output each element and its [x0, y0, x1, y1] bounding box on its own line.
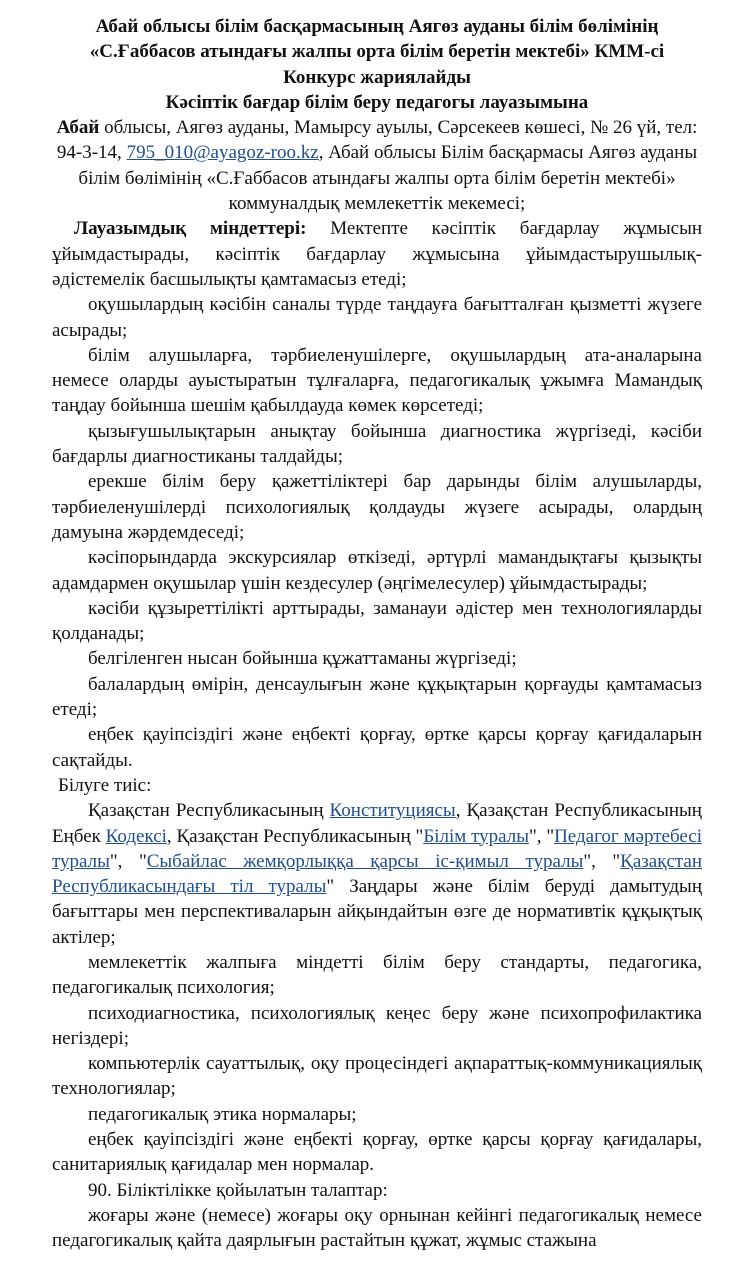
header-announcement: Конкурс жариялайды [283, 66, 471, 88]
duty-item: кәсіпорындарда экскурсиялар өткізеді, әртүрлі мамандықтағы қызықты адамдармен оқушылар үшін кездесулер (әңгімелесулер) ұйымдастырады; [52, 547, 702, 594]
duties-intro-text: Мектепте кәсіптік бағдарлау жұмысын ұйымдастырады, кәсіптік бағдарлау жұмысына ұйымдастырушылық-әдістемелік басшылықты қамтамасыз етеді; [52, 218, 703, 290]
laws-text: ", " [583, 850, 621, 872]
duty-item: білім алушыларға, тәрбиеленушілерге, оқушылардың ата-аналарына немесе оларды ауыстыратын тұлғаларға, педагогикалық ұжымға Мамандық таңдау бойынша шешім қабылдауда көмек көрсетеді; [52, 344, 702, 417]
duty-item: еңбек қауіпсіздігі және еңбекті қорғау, өртке қарсы қорғау қағидаларын сақтайды. [52, 724, 702, 771]
laws-text: , Қазақстан Республикасының " [166, 825, 424, 847]
duty-item: қызығушылықтарын анықтау бойынша диагностика жүргізеді, кәсіби бағдарлы диагностиканы талдайды; [52, 420, 702, 468]
knowledge-item: компьютерлік сауаттылық, оқу процесіндегі ақпараттық-коммуникациялық технологиялар; [52, 1053, 702, 1100]
address-institution: , Абай облысы Білім басқармасы Аягөз ауданы білім бөлімінің «С.Ғаббасов атындағы жалпы орта білім беретін мектебі» коммуналдық мемлекеттік мекемесі; [78, 142, 698, 215]
header-position: Кәсіптік бағдар білім беру педагогы лауазымына [165, 91, 589, 113]
knowledge-item: психодиагностика, психологиялық кеңес беру және психопрофилактика негіздері; [52, 1002, 702, 1049]
header-organization-line2: «С.Ғаббасов атындағы жалпы орта білім беретін мектебі» КММ-сі [89, 41, 665, 63]
requirements-title: 90. Біліктілікке қойылатын талаптар: [88, 1179, 388, 1201]
constitution-link[interactable]: Конституциясы [329, 800, 456, 822]
knowledge-item: педагогикалық этика нормалары; [88, 1103, 357, 1125]
address-text: облысы, Аягөз ауданы, Мамырсу ауылы, Сәрсекеев көшесі, № 26 үй, тел: 94-3-14, [56, 117, 698, 164]
duty-item: оқушылардың кәсібін саналы түрде таңдауға бағытталған қызметті жүзеге асырады; [52, 294, 702, 341]
anti-corruption-law-link[interactable]: Сыбайлас жемқорлыққа қарсы іс-қимыл туралы [146, 850, 584, 872]
education-law-link[interactable]: Білім туралы [423, 825, 529, 847]
laws-text: ", " [529, 825, 555, 847]
requirements-item: жоғары және (немесе) жоғары оқу орнынан кейінгі педагогикалық немесе педагогикалық қайта даярлығын растайтын құжат, жұмыс стажына [52, 1204, 702, 1252]
duty-item: кәсіби құзыреттілікті арттырады, заманауи әдістер мен технологияларды қолданады; [52, 597, 702, 645]
knowledge-item: мемлекеттік жалпыға міндетті білім беру стандарты, педагогика, педагогикалық психология; [52, 951, 702, 999]
duty-item: балалардың өмірін, денсаулығын және құқықтарын қорғауды қамтамасыз етеді; [52, 673, 702, 721]
language-law-link[interactable]: Қазақстан Республикасындағы тіл туралы [52, 850, 703, 898]
laws-text: , Қазақстан Республикасының Еңбек [52, 800, 702, 847]
address-region: Абай [56, 117, 100, 139]
laws-text: " Заңдары және білім беруді дамытудың бағыттары мен перспективаларын айқындайтын өзге де нормативтік құқықтық актілер; [52, 876, 702, 948]
knowledge-item: еңбек қауіпсіздігі және еңбекті қорғау, өртке қарсы қорғау қағидалары, санитариялық қағидалар мен нормалар. [52, 1129, 702, 1176]
header-organization-line1: Абай облысы білім басқармасының Аягөз ауданы білім бөлімінің [95, 16, 659, 37]
email-link[interactable]: 795_010@ayagoz-roo.kz [126, 142, 319, 164]
duty-item: ерекше білім беру қажеттіліктері бар дарынды білім алушыларды, тәрбиеленушілерді психологиялық қолдауды жүзеге асырады, олардың дамуына жәрдемдеседі; [52, 471, 702, 543]
knowledge-laws [52, 798, 702, 950]
laws-text: ", " [109, 850, 147, 872]
duties-intro [52, 216, 702, 292]
address-paragraph [52, 115, 702, 216]
laws-text: Қазақстан Республикасының [88, 800, 330, 822]
labor-code-link[interactable]: Кодексі [105, 825, 167, 847]
teacher-status-law-link[interactable]: Педагог мәртебесі туралы [52, 825, 702, 872]
duties-title: Лауазымдық міндеттері: [74, 218, 307, 240]
knowledge-title: Білуге тиіс: [58, 774, 152, 796]
duty-item: белгіленген нысан бойынша құжаттаманы жүргізеді; [88, 648, 517, 670]
